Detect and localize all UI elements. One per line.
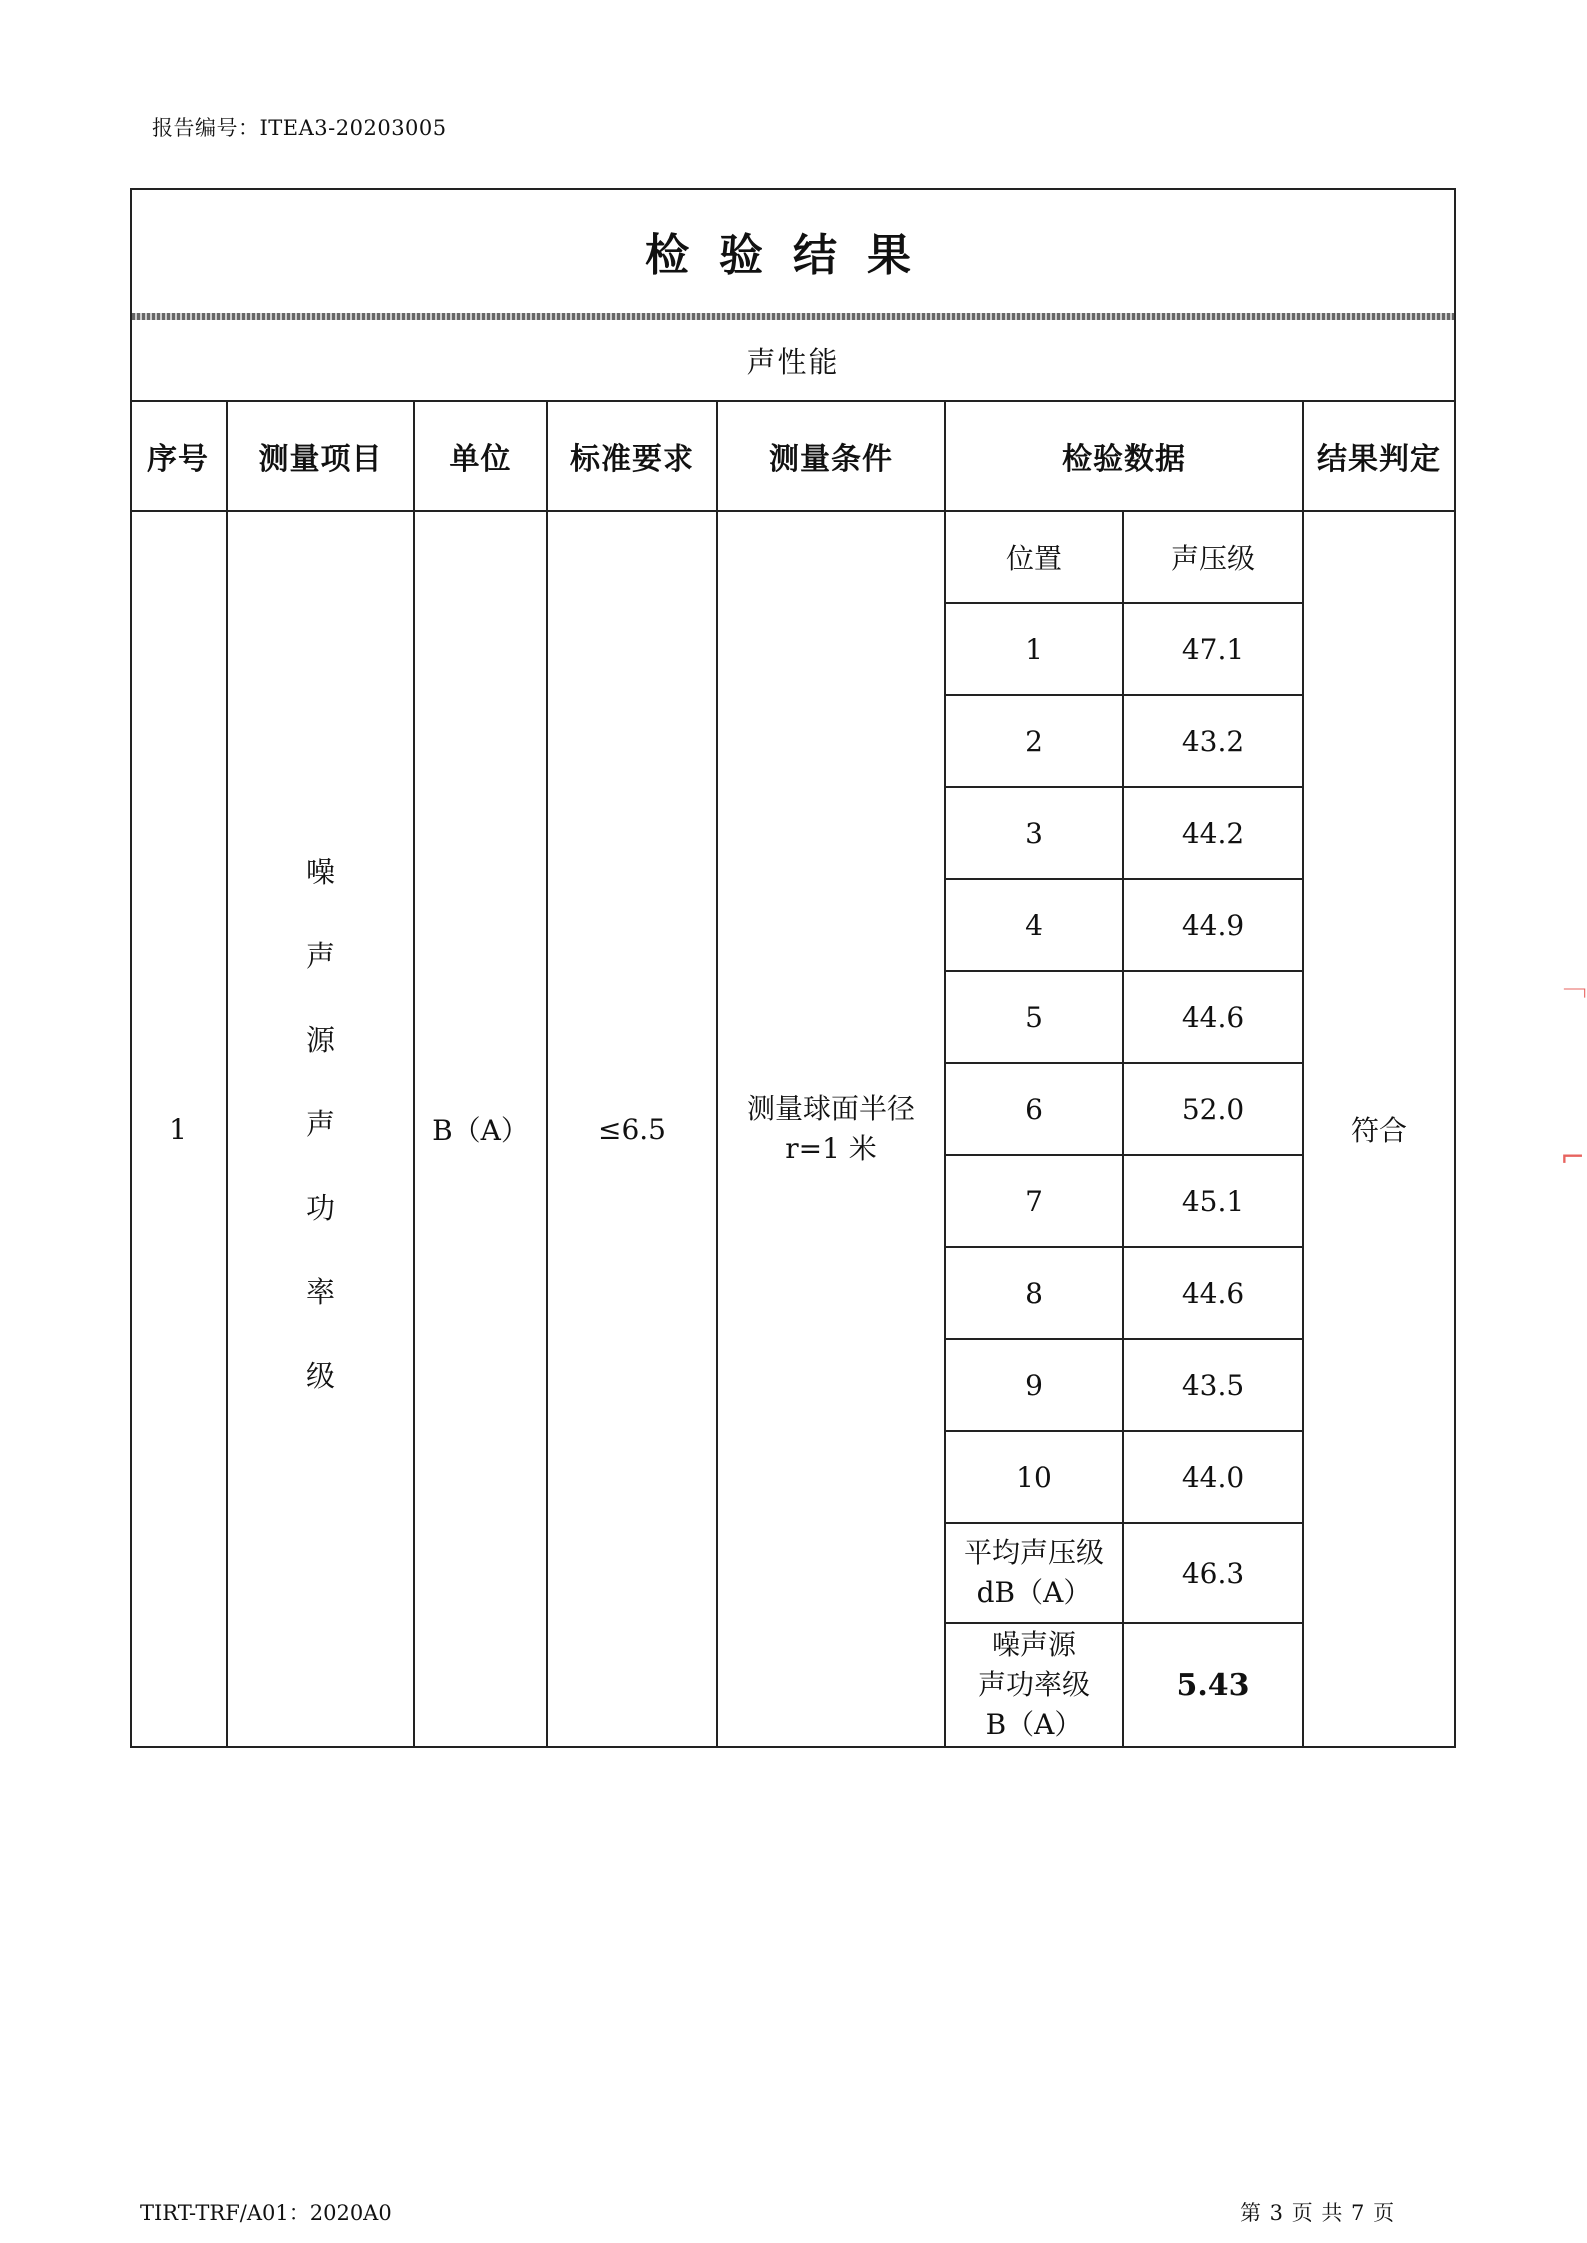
- data-position: 5: [1025, 1000, 1043, 1034]
- data-position: 10: [1016, 1460, 1052, 1494]
- data-position: 2: [1025, 724, 1043, 758]
- page-number: 第 3 页 共 7 页: [1240, 2201, 1396, 2225]
- results-table: [130, 188, 1456, 1748]
- data-position: 9: [1025, 1368, 1043, 1402]
- stamp-fragment: ⌐: [1560, 1140, 1586, 1175]
- data-position: 3: [1025, 816, 1043, 850]
- col-seq: 序号: [147, 442, 209, 477]
- data-value: 43.2: [1181, 724, 1245, 758]
- data-header-position: 位置: [1005, 542, 1062, 575]
- data-value: 52.0: [1181, 1092, 1245, 1126]
- power-value: 5.43: [1176, 1667, 1250, 1703]
- data-value: 43.5: [1181, 1368, 1245, 1402]
- data-value: 44.6: [1181, 1000, 1245, 1034]
- row-seq: 1: [169, 1112, 187, 1146]
- data-position: 4: [1025, 908, 1043, 942]
- row-item: 噪 声 源 声 功 率 级: [305, 855, 335, 1393]
- power-label: 噪声源 声功率级 B（A）: [977, 1628, 1090, 1741]
- col-result: 结果判定: [1317, 442, 1441, 477]
- data-value: 44.6: [1181, 1276, 1245, 1310]
- data-position: 6: [1025, 1092, 1043, 1126]
- data-value: 45.1: [1181, 1184, 1245, 1218]
- col-condition: 测量条件: [769, 442, 893, 477]
- avg-label: 平均声压级 dB（A）: [963, 1536, 1104, 1609]
- row-condition: 测量球面半径 r=1 米: [746, 1092, 915, 1165]
- table-title: 检验结果: [645, 229, 941, 281]
- col-data: 检验数据: [1062, 442, 1186, 477]
- col-requirement: 标准要求: [570, 442, 694, 477]
- row-unit: B（A）: [432, 1114, 529, 1147]
- data-position: 1: [1025, 632, 1043, 666]
- data-value: 44.2: [1181, 816, 1245, 850]
- row-requirement: ≤6.5: [598, 1112, 666, 1146]
- col-unit: 单位: [449, 442, 512, 477]
- data-value: 44.9: [1181, 908, 1245, 942]
- avg-value: 46.3: [1181, 1556, 1245, 1590]
- col-item: 测量项目: [258, 442, 383, 477]
- report-number: 报告编号：ITEA3-20203005: [152, 116, 447, 140]
- data-header-level: 声压级: [1170, 542, 1255, 575]
- row-result: 符合: [1350, 1114, 1407, 1147]
- form-number: TIRT-TRF/A01：2020A0: [140, 2201, 392, 2225]
- data-position: 8: [1025, 1276, 1043, 1310]
- data-position: 7: [1025, 1184, 1043, 1218]
- data-value: 47.1: [1181, 632, 1245, 666]
- data-value: 44.0: [1181, 1460, 1245, 1494]
- stamp-fragment: ﹁: [1556, 968, 1586, 1003]
- section-title: 声性能: [746, 344, 840, 379]
